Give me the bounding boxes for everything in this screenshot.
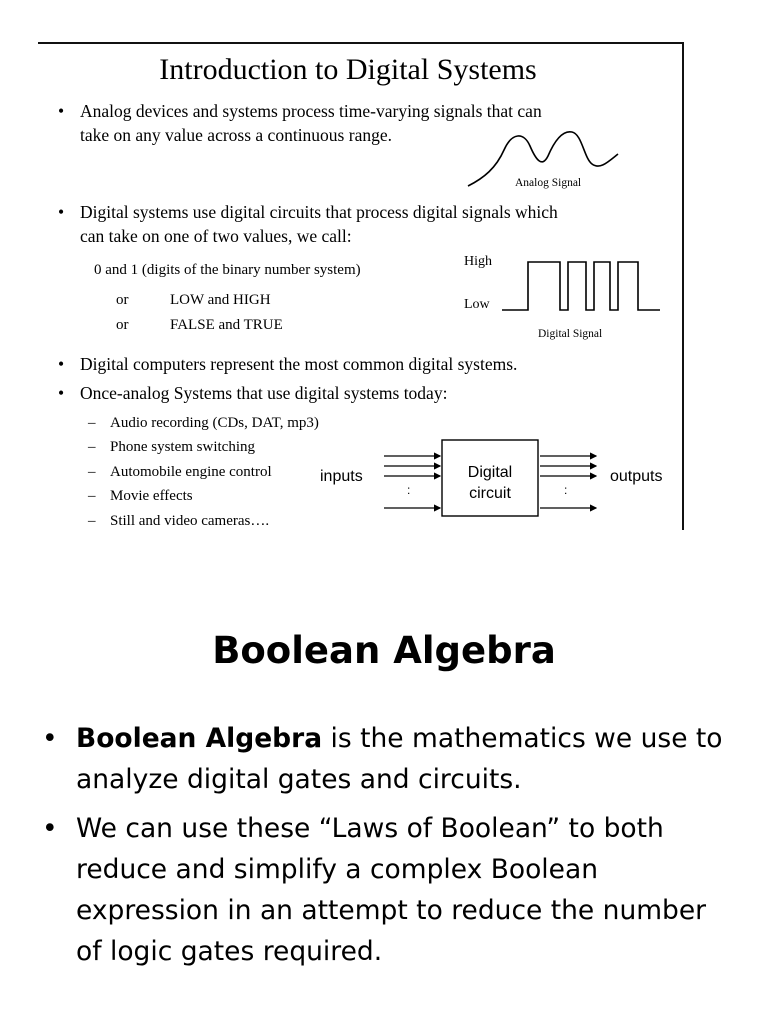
digital-signal-caption: Digital Signal <box>538 328 603 340</box>
box-label-line1: Digital <box>467 464 513 481</box>
boolean-algebra-bold: Boolean Algebra <box>76 723 323 754</box>
digital-signal-wave <box>502 258 664 314</box>
dash-symbol: – <box>88 415 96 431</box>
low-label: Low <box>464 297 490 312</box>
example-text: Phone system switching <box>110 439 255 455</box>
bullet-dot: • <box>42 723 58 754</box>
bullet-dot: • <box>58 202 65 222</box>
bullet-boolean-algebra-text <box>76 718 736 800</box>
values-or-2: or <box>116 317 129 333</box>
slide2-title: Boolean Algebra <box>212 629 556 672</box>
outputs-label: outputs <box>610 468 663 485</box>
bullet-digital-line2: can take on one of two values, we call: <box>80 226 352 246</box>
slide-border-top <box>38 42 684 44</box>
bullet-dot: • <box>58 383 65 403</box>
example-text: Audio recording (CDs, DAT, mp3) <box>110 415 319 431</box>
example-text: Still and video cameras…. <box>110 513 270 529</box>
slide-intro-digital-systems <box>38 42 684 530</box>
dash-symbol: – <box>88 513 96 529</box>
slide1-title: Introduction to Digital Systems <box>159 53 537 86</box>
bullet-dot: • <box>42 813 58 844</box>
input-dots: : <box>407 483 411 497</box>
values-false-true: FALSE and TRUE <box>170 317 283 333</box>
output-dots: : <box>564 483 568 497</box>
inputs-label: inputs <box>320 468 363 485</box>
dash-symbol: – <box>88 488 96 504</box>
values-low-high: LOW and HIGH <box>170 292 271 308</box>
slide-border-right <box>682 42 684 530</box>
bullet-digital-line1: Digital systems use digital circuits that process digital signals which <box>80 202 558 222</box>
bullet-once-analog-text: Once-analog Systems that use digital systems today: <box>80 383 448 403</box>
dash-symbol: – <box>88 439 96 455</box>
bullet-laws-text: We can use these “Laws of Boolean” to both reduce and simplify a complex Boolean expression in an attempt to reduce the number of logic gates required. <box>76 813 707 967</box>
digital-circuit-label <box>442 462 538 504</box>
box-label-line2: circuit <box>469 485 511 502</box>
high-label: High <box>464 254 492 269</box>
example-text: Automobile engine control <box>110 464 272 480</box>
bullet-dot: • <box>58 101 65 121</box>
values-or-1: or <box>116 292 129 308</box>
analog-signal-caption: Analog Signal <box>515 177 582 189</box>
bullet-analog-line2: take on any value across a continuous range. <box>80 125 392 145</box>
bullet-analog-line1: Analog devices and systems process time-varying signals that can <box>80 101 542 121</box>
dash-symbol: – <box>88 464 96 480</box>
values-binary: 0 and 1 (digits of the binary number system) <box>94 262 361 278</box>
example-text: Movie effects <box>110 488 193 504</box>
bullet-dot: • <box>58 354 65 374</box>
bullet-computers-text: Digital computers represent the most common digital systems. <box>80 354 518 374</box>
boolean-algebra-rest: is the mathematics we use to analyze digital gates and circuits. <box>76 723 723 795</box>
